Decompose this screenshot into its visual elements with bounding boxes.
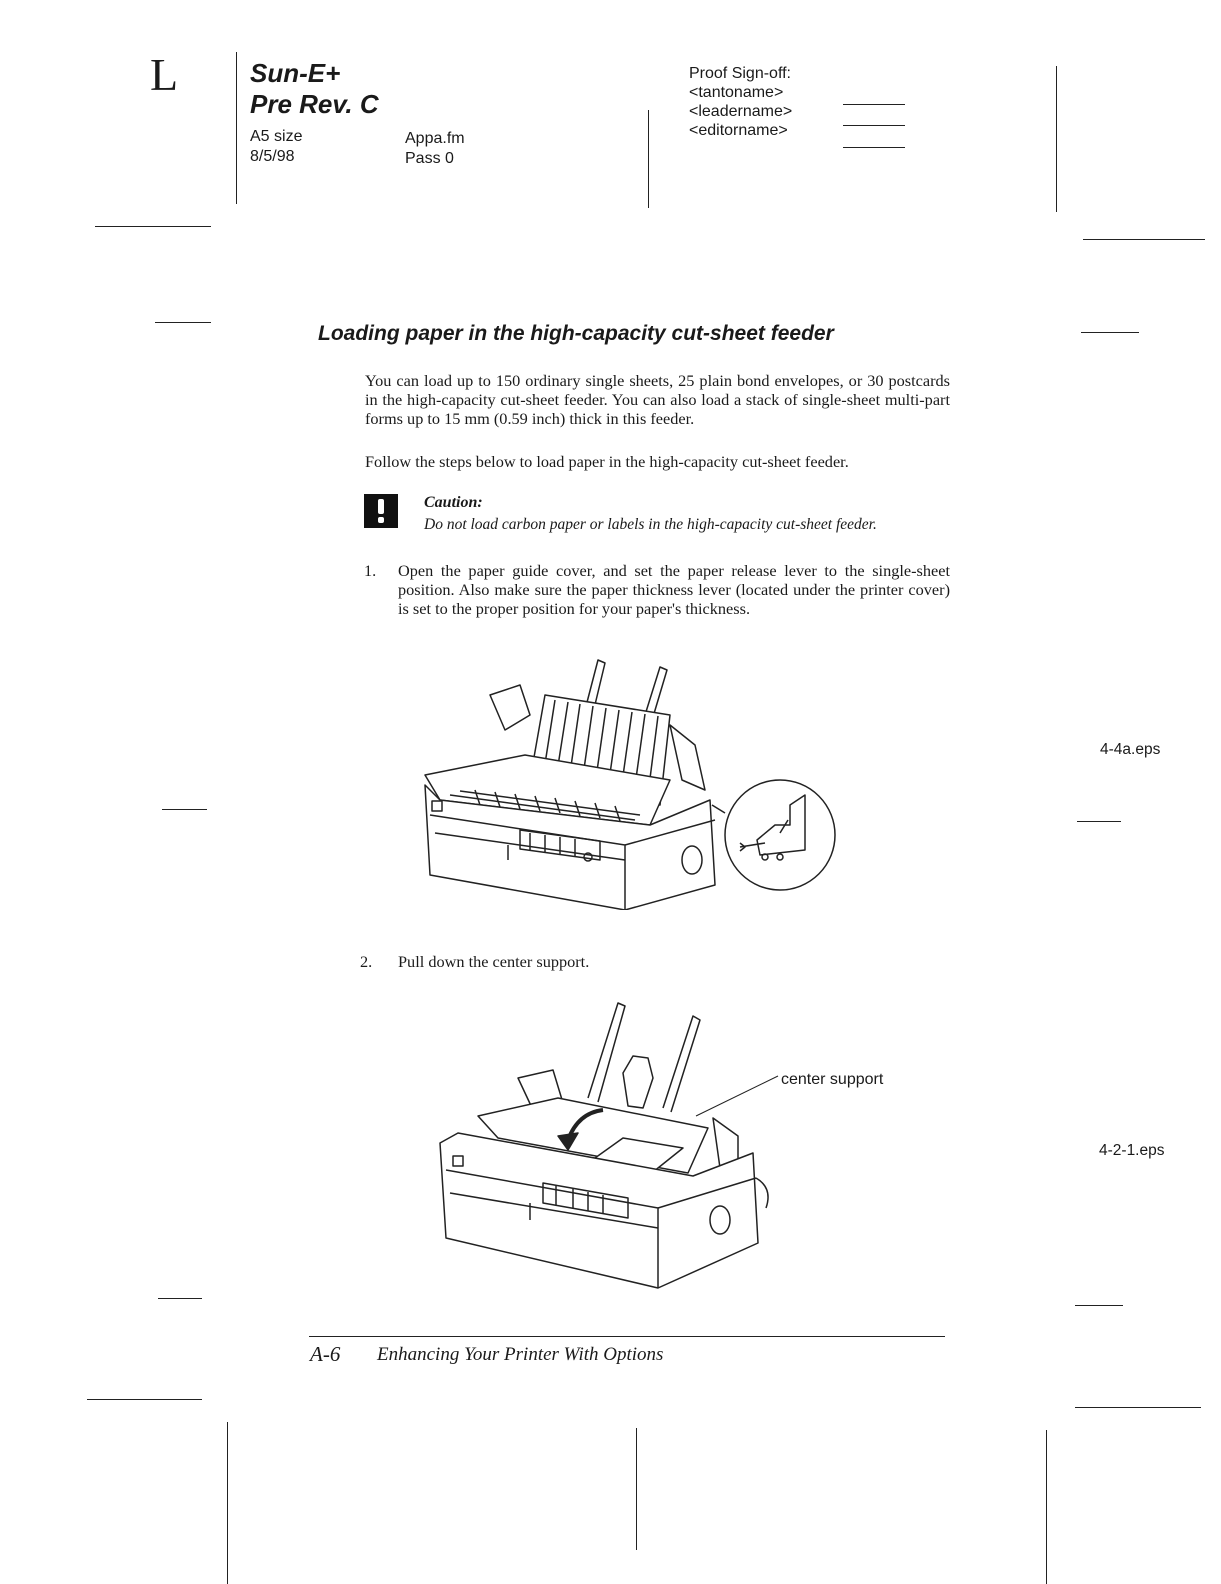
step-text: Open the paper guide cover, and set the paper release lever to the single-sheet position. Also make sure the paper thickness lever (located under the printer cover) is set to the proper position for your paper's thickness. xyxy=(398,561,950,618)
figure-file-label: 4-4a.eps xyxy=(1100,741,1161,758)
center-support-callout: center support xyxy=(781,1071,884,1088)
crop-mark xyxy=(648,110,649,208)
crop-mark xyxy=(95,226,211,227)
page-number: A-6 xyxy=(310,1342,341,1366)
signature-line xyxy=(843,147,905,148)
step-text: Pull down the center support. xyxy=(398,952,590,971)
doc-date: 8/5/98 xyxy=(250,148,295,165)
proof-signoff xyxy=(689,64,792,140)
figure-file-label: 4-2-1.eps xyxy=(1099,1142,1165,1159)
chapter-title: Enhancing Your Printer With Options xyxy=(377,1344,664,1365)
crop-mark xyxy=(155,322,211,323)
signature-line xyxy=(843,125,905,126)
crop-mark xyxy=(636,1428,637,1550)
doc-file: Appa.fm xyxy=(405,130,465,147)
signoff-title: Proof Sign-off: xyxy=(689,65,791,82)
step-number: 2. xyxy=(360,952,373,971)
project-title-line1: Sun-E+ xyxy=(250,58,341,88)
crop-mark xyxy=(1075,1305,1123,1306)
printer-illustration-release-lever xyxy=(420,655,840,910)
signature-line xyxy=(843,104,905,105)
signoff-name: <tantoname> xyxy=(689,84,784,101)
crop-mark xyxy=(158,1298,202,1299)
footer-rule xyxy=(309,1336,945,1337)
printer-illustration-center-support xyxy=(438,998,798,1290)
intro-paragraph: You can load up to 150 ordinary single sheets, 25 plain bond envelopes, or 30 postcards in the high-capacity cut-sheet feeder. You can also load a stack of single-sheet multi-part forms up to 15 mm (0.59 inch) thick in this feeder. xyxy=(365,371,950,428)
project-title xyxy=(250,58,379,120)
crop-mark xyxy=(1046,1430,1047,1584)
doc-size: A5 size xyxy=(250,128,303,145)
corner-letter: L xyxy=(150,49,179,100)
crop-mark xyxy=(1075,1407,1201,1408)
doc-pass: Pass 0 xyxy=(405,150,454,167)
crop-mark xyxy=(87,1399,202,1400)
crop-mark xyxy=(1081,332,1139,333)
project-title-line2: Pre Rev. C xyxy=(250,89,379,119)
caution-text: Do not load carbon paper or labels in the high-capacity cut-sheet feeder. xyxy=(424,516,877,533)
crop-mark xyxy=(227,1422,228,1584)
caution-icon xyxy=(364,494,398,528)
crop-mark xyxy=(236,52,237,204)
signoff-name: <leadername> xyxy=(689,103,793,120)
section-title: Loading paper in the high-capacity cut-sheet feeder xyxy=(318,322,834,345)
crop-mark xyxy=(1077,821,1121,822)
crop-mark xyxy=(1083,239,1205,240)
caution-title: Caution: xyxy=(424,494,483,511)
signoff-name: <editorname> xyxy=(689,122,788,139)
crop-mark xyxy=(162,809,207,810)
instruction-paragraph: Follow the steps below to load paper in the high-capacity cut-sheet feeder. xyxy=(365,452,849,471)
step-number: 1. xyxy=(364,561,377,580)
crop-mark xyxy=(1056,66,1057,212)
